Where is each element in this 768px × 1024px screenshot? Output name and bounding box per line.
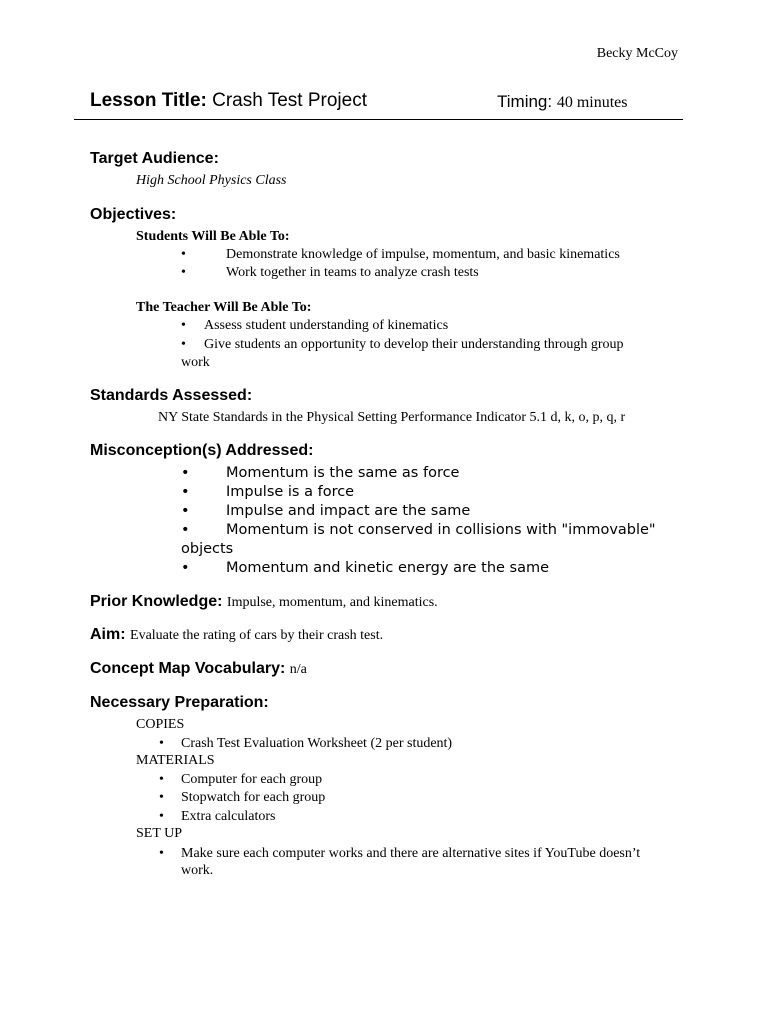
- bullet: •: [181, 465, 190, 481]
- list-item-continuation: objects: [181, 541, 234, 557]
- bullet: •: [159, 790, 164, 805]
- standards-value: NY State Standards in the Physical Setting Performance Indicator 5.1 d, k, o, p, q, r: [158, 410, 626, 425]
- bullet: •: [159, 772, 164, 787]
- list-item: [159, 772, 322, 788]
- bullet: •: [181, 484, 190, 500]
- list-item: [181, 560, 549, 576]
- list-item-text: Extra calculators: [181, 809, 276, 824]
- list-item-text: Stopwatch for each group: [181, 790, 326, 805]
- timing-label: Timing:: [497, 92, 553, 111]
- students-heading: Students Will Be Able To:: [136, 229, 290, 244]
- prior-knowledge-label: Prior Knowledge:: [90, 593, 223, 610]
- standards-heading-text: Standards Assessed:: [90, 387, 253, 404]
- concept-map-row: [90, 660, 307, 678]
- bullet: •: [181, 318, 186, 333]
- bullet: •: [181, 265, 186, 280]
- bullet: •: [181, 560, 190, 576]
- list-item-continuation: work.: [181, 863, 214, 878]
- list-item: [181, 522, 656, 538]
- list-item-text: Computer for each group: [181, 772, 323, 787]
- list-item-text: Impulse and impact are the same: [226, 503, 471, 519]
- list-item-text: Assess student understanding of kinematics: [204, 318, 449, 333]
- list-item: [159, 790, 325, 806]
- list-item: [181, 318, 448, 334]
- concept-map-label: Concept Map Vocabulary:: [90, 660, 286, 677]
- target-audience-heading-text: Target Audience:: [90, 150, 219, 167]
- list-item: [181, 337, 624, 353]
- target-audience-value: High School Physics Class: [136, 173, 287, 188]
- bullet: •: [159, 736, 164, 751]
- lesson-title-row: [90, 90, 367, 112]
- concept-map-value: n/a: [289, 662, 307, 677]
- preparation-heading-text: Necessary Preparation:: [90, 694, 269, 711]
- target-audience-heading: [90, 150, 219, 168]
- list-item-continuation: work: [181, 355, 210, 370]
- timing-value: 40 minutes: [556, 94, 628, 111]
- bullet: •: [159, 846, 164, 861]
- bullet: •: [181, 503, 190, 519]
- list-item-text: Demonstrate knowledge of impulse, momentum, and basic kinematics: [226, 247, 620, 262]
- aim-label: Aim:: [90, 626, 126, 643]
- aim-row: [90, 626, 383, 644]
- objectives-heading: [90, 206, 176, 224]
- lesson-title: Crash Test Project: [212, 90, 368, 111]
- list-item-text: Give students an opportunity to develop their understanding through group: [204, 337, 624, 352]
- list-item-text: Momentum is the same as force: [226, 465, 460, 481]
- list-item: [181, 503, 470, 519]
- list-item: [181, 265, 479, 281]
- list-item-text: Make sure each computer works and there are alternative sites if YouTube doesn’t: [181, 846, 641, 861]
- objectives-heading-text: Objectives:: [90, 206, 177, 223]
- bullet: •: [159, 809, 164, 824]
- standards-heading: [90, 387, 252, 405]
- preparation-heading: [90, 694, 269, 712]
- misconceptions-heading: [90, 442, 313, 460]
- aim-value: Evaluate the rating of cars by their crash test.: [130, 628, 384, 643]
- copies-label: COPIES: [136, 717, 185, 732]
- list-item: [181, 247, 620, 263]
- author-name: Becky McCoy: [596, 46, 678, 61]
- list-item-text: Crash Test Evaluation Worksheet (2 per student): [181, 736, 453, 751]
- list-item: [181, 465, 459, 481]
- materials-label: MATERIALS: [136, 753, 215, 768]
- list-item: [159, 846, 640, 862]
- list-item-text: Momentum and kinetic energy are the same: [226, 560, 550, 576]
- prior-knowledge-row: [90, 593, 438, 611]
- bullet: •: [181, 522, 190, 538]
- list-item-text: Impulse is a force: [226, 484, 355, 500]
- bullet: •: [181, 247, 186, 262]
- teacher-heading: The Teacher Will Be Able To:: [136, 300, 312, 315]
- list-item-text: Momentum is not conserved in collisions with "immovable": [226, 522, 656, 538]
- lesson-title-label: Lesson Title:: [90, 90, 207, 111]
- setup-label: SET UP: [136, 826, 183, 841]
- header-divider: [74, 119, 683, 120]
- list-item: [181, 484, 354, 500]
- timing-row: [497, 92, 628, 112]
- misconceptions-heading-text: Misconception(s) Addressed:: [90, 442, 314, 459]
- list-item: [159, 809, 275, 825]
- list-item: [159, 736, 452, 752]
- prior-knowledge-value: Impulse, momentum, and kinematics.: [226, 595, 438, 610]
- list-item-text: Work together in teams to analyze crash tests: [226, 265, 479, 280]
- bullet: •: [181, 337, 186, 352]
